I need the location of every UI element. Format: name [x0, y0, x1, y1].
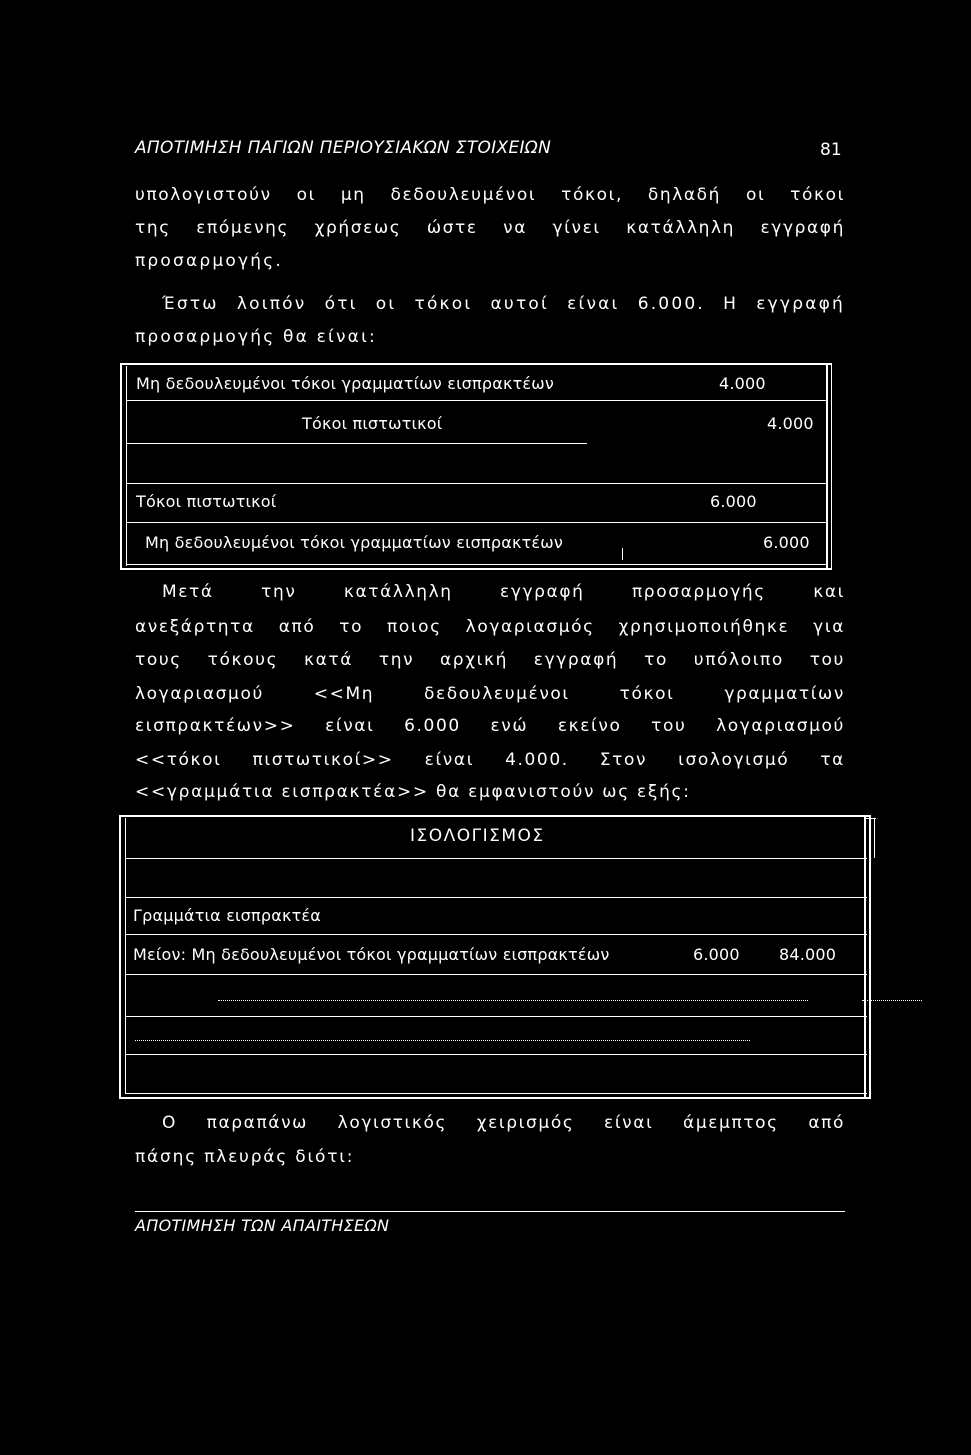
intro-line-1: υπολογιστούν οι μη δεδουλευμένοι τόκοι, δηλαδή οι τόκοι — [135, 185, 845, 205]
after-line-6: <<τόκοι πιστωτικοί>> είναι 4.000. Στον ισολογισμό τα — [135, 750, 845, 770]
entry1-credit-amount: 4.000 — [767, 414, 814, 433]
entry1-debit-account: Μη δεδουλευμένοι τόκοι γραμματίων εισπρακτέων — [136, 374, 555, 393]
entry1-credit-account: Τόκοι πιστωτικοί — [302, 414, 443, 433]
running-footer: ΑΠΟΤΙΜΗΣΗ ΤΩΝ ΑΠΑΙΤΗΣΕΩΝ — [135, 1216, 390, 1235]
intro-line-3: προσαρμογής. — [135, 251, 284, 271]
balance-sheet-title: ΙΣΟΛΟΓΙΣΜΟΣ — [410, 826, 545, 846]
after-line-4: λογαριασμού <<Μη δεδουλευμένοι τόκοι γραμματίων — [135, 684, 845, 704]
balance-row-notes-receivable: Γραμμάτια εισπρακτέα — [133, 906, 321, 925]
after-line-7: <<γραμμάτια εισπρακτέα>> θα εμφανιστούν ως εξής: — [135, 782, 691, 802]
closing-line-1: Ο παραπάνω λογιστικός χειρισμός είναι άμεμπτος από — [162, 1113, 845, 1133]
running-header: ΑΠΟΤΙΜΗΣΗ ΠΑΓΙΩΝ ΠΕΡΙΟΥΣΙΑΚΩΝ ΣΤΟΙΧΕΙΩΝ — [135, 138, 552, 158]
entry2-credit-account: Μη δεδουλευμένοι τόκοι γραμματίων εισπρακτέων — [145, 533, 564, 552]
entry2-debit-account: Τόκοι πιστωτικοί — [136, 492, 277, 511]
closing-line-2: πάσης πλευράς διότι: — [135, 1147, 355, 1167]
after-line-1: Μετά την κατάλληλη εγγραφή προσαρμογής και — [162, 582, 845, 602]
example-line-1: Έστω λοιπόν ότι οι τόκοι αυτοί είναι 6.000. Η εγγραφή — [162, 294, 845, 314]
page-number: 81 — [820, 140, 842, 160]
balance-row-less-amount: 6.000 — [693, 945, 740, 964]
entry2-credit-amount: 6.000 — [763, 533, 810, 552]
footer-rule — [135, 1211, 845, 1212]
after-line-5: εισπρακτέων>> είναι 6.000 ενώ εκείνο του λογαριασμού — [135, 716, 845, 736]
after-line-2: ανεξάρτητα από το ποιος λογαριασμός χρησιμοποιήθηκε για — [135, 617, 845, 637]
example-line-2: προσαρμογής θα είναι: — [135, 327, 377, 347]
intro-line-2: της επόμενης χρήσεως ώστε να γίνει κατάλληλη εγγραφή — [135, 218, 845, 238]
balance-row-less-label: Μείον: Μη δεδουλευμένοι τόκοι γραμματίων εισπρακτέων — [133, 945, 610, 964]
balance-row-net-total: 84.000 — [779, 945, 837, 964]
entry2-debit-amount: 6.000 — [710, 492, 757, 511]
entry1-debit-amount: 4.000 — [719, 374, 766, 393]
after-line-3: τους τόκους κατά την αρχική εγγραφή το υπόλοιπο του — [135, 650, 845, 670]
